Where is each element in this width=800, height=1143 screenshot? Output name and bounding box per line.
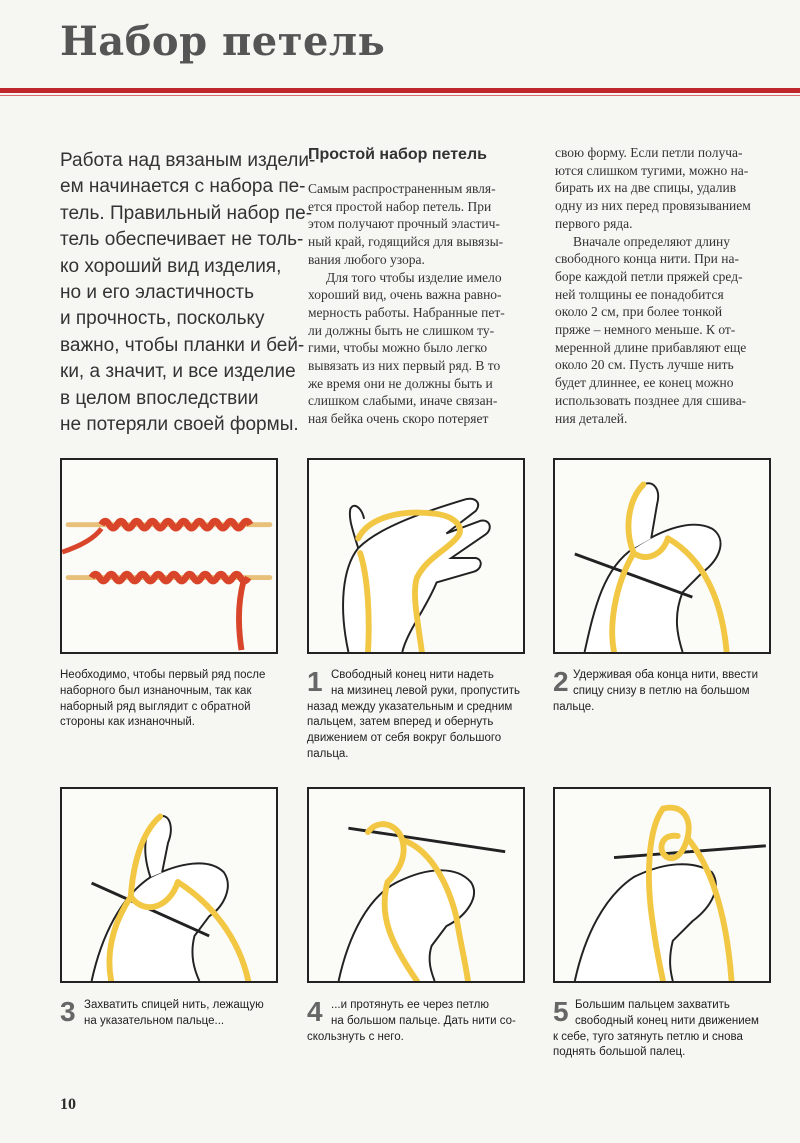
step2-caption: 2 Удерживая оба конца нити, ввести спицу снизу в петлю на большом пальце. xyxy=(553,666,758,713)
knitting-photo xyxy=(60,458,278,654)
hand-needle-icon xyxy=(555,460,769,652)
photo-caption: Необходимо, чтобы первый ряд после наборного был изнаночным, так как наборный ряд выглядит с обратной стороны как изнаночный. xyxy=(60,669,266,729)
step1-illustration xyxy=(307,458,525,654)
step5-illustration xyxy=(553,787,771,983)
step-number: 3 xyxy=(60,996,76,1027)
step3-illustration xyxy=(60,787,278,983)
title-rule-thin xyxy=(0,95,800,96)
step1-caption: 1 Свободный конец нити надеть на мизинец левой руки, пропустить назад между указательным и средним пальцем, затем вперед и обернуть движением от себя вокруг большого пальца. xyxy=(307,666,521,760)
body-column-2: Самым распространенным явля- ется простой набор петель. При этом получают прочный эластич- ный край, годящийся для вывязы- вания любого узора. Для того чтобы изделие имело хороший вид, очень важна равно- мерность работы. Набранные пет- ли должны быть не слишком ту- гими, чтобы можно было легко вывязать из них первый ряд. В то же время они не должны быть и слишком слабыми, иначе связан- ная бейка очень скоро потеряет xyxy=(308,181,505,427)
step3-caption: 3 Захватить спицей нить, лежащую на указательном пальце... xyxy=(60,996,264,1027)
section-title: Простой набор петель xyxy=(308,146,487,163)
hand-needle-icon xyxy=(309,789,523,981)
step-number: 2 xyxy=(553,666,569,697)
page-number: 10 xyxy=(60,1096,76,1113)
hand-needle-icon xyxy=(62,789,276,981)
body-column-3: свою форму. Если петли получа- ются слишком тугими, можно на- бирать их на две спицы, удалив одну из них перед провязыванием первого ряда. Вначале определяют длину свободного конца нити. При на- боре каждой петли пряжей сред- ней толщины ее понадобится около 2 см, при более тонкой пряже – немного меньше. К от- меренной длине прибавляют еще около 20 см. Пусть лучше нить будет длиннее, ее конец можно использовать позднее для сшива- ния деталей. xyxy=(555,145,751,426)
step2-illustration xyxy=(553,458,771,654)
knitting-needles-illustration xyxy=(62,460,276,652)
step-number: 1 xyxy=(307,666,323,697)
hand-yarn-icon xyxy=(309,460,523,652)
page-title: Набор петель xyxy=(60,18,386,65)
step4-illustration xyxy=(307,787,525,983)
step-number: 5 xyxy=(553,996,569,1027)
intro-text: Работа над вязаным издели- ем начинается с набора пе- тель. Правильный набор пе- тель обеспечивает не толь- ко хороший вид изделия, но и его эластичность и прочность, поскольку важно, чтобы планки и бей- ки, а значит, и все изделие в целом впоследствии не потеряли своей формы. xyxy=(60,150,316,436)
hand-needle-icon xyxy=(555,789,769,981)
title-rule xyxy=(0,88,800,93)
step5-caption: 5 Большим пальцем захватить свободный конец нити движением к себе, туго затянуть петлю и снова поднять большой палец. xyxy=(553,996,759,1059)
step-number: 4 xyxy=(307,996,323,1027)
step4-caption: 4 ...и протянуть ее через петлю на большом пальце. Дать нити со- скользнуть с него. xyxy=(307,996,516,1043)
